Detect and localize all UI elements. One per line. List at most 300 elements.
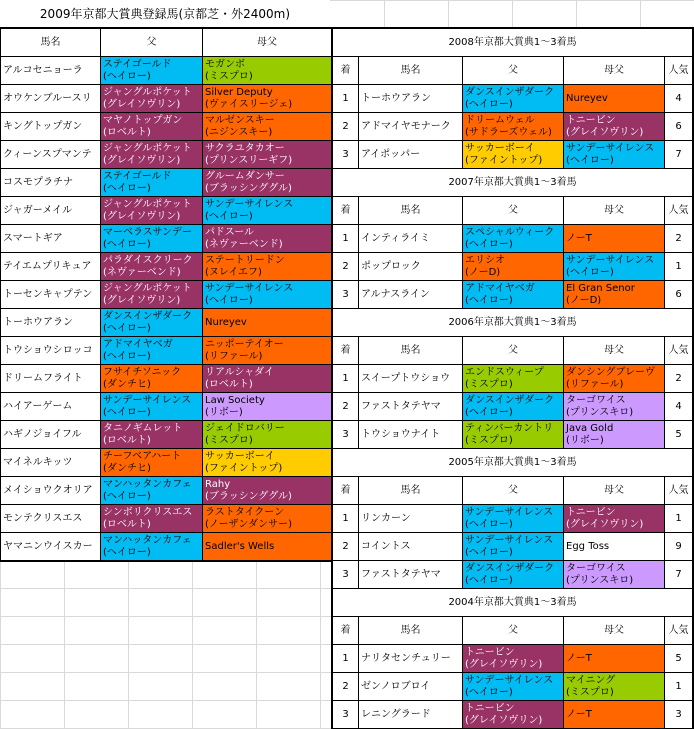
table-row <box>1 365 332 393</box>
dam-sire-cell <box>564 533 665 561</box>
horse-name-line: サンデーサイレンス <box>205 198 294 210</box>
dam-sire-cell <box>564 673 665 701</box>
dam-sire-cell <box>203 225 332 253</box>
lineage-line: (ロベルト) <box>103 518 151 530</box>
popularity: 7 <box>665 561 693 589</box>
table-row <box>1 141 332 169</box>
header-horse-name: 馬名 <box>359 617 463 645</box>
lineage-line: (ファイントップ) <box>465 154 543 166</box>
finish-rank: 2 <box>333 113 359 141</box>
horse-name-line: リアルシャダイ <box>205 366 274 378</box>
sire-cell <box>101 477 203 505</box>
horse-name-line: ダンスインザダーク <box>465 562 555 574</box>
horse-name: リンカーン <box>359 505 463 533</box>
lineage-line: (グレイソヴリン) <box>465 714 543 726</box>
dam-sire-cell <box>564 253 665 281</box>
sire-cell <box>463 141 564 169</box>
horse-name-line: パラダイスクリーク <box>103 254 193 266</box>
finish-rank: 1 <box>333 225 359 253</box>
lineage-line: (ヘイロー) <box>465 546 513 558</box>
lineage-line: (ミスプロ) <box>205 70 253 82</box>
horse-name-line: タニノギムレット <box>103 422 183 434</box>
dam-sire-cell <box>203 281 332 309</box>
sire-cell <box>101 533 203 561</box>
sire-cell <box>101 421 203 449</box>
horse-name-line: スペシャルウィーク <box>465 226 555 238</box>
horse-name: コイントス <box>359 533 463 561</box>
sire-cell <box>463 113 564 141</box>
results-table <box>332 28 693 729</box>
lineage-line: (ヘイロー) <box>465 686 513 698</box>
horse-name: アルコセニョーラ <box>1 57 101 85</box>
lineage-line: (ミスプロ) <box>465 434 513 446</box>
sire-cell <box>101 309 203 337</box>
table-row <box>1 57 332 85</box>
horse-name-line: ステイゴールド <box>103 58 172 70</box>
lineage-line: (ロベルト) <box>103 434 151 446</box>
entries-header-row <box>1 29 332 57</box>
header-horse-name: 馬名 <box>359 477 463 505</box>
horse-name-line: シンボリクリスエス <box>103 506 193 518</box>
horse-name: トーセンキャプテン <box>1 281 101 309</box>
table-row <box>1 309 332 337</box>
lineage-line: (ロベルト) <box>205 378 253 390</box>
horse-name-line: ステートリードン <box>205 254 285 266</box>
horse-name-line: サンデーサイレンス <box>465 534 554 546</box>
horse-name-line: アドマイヤベガ <box>103 338 173 350</box>
horse-name-line: ニッポーテイオー <box>205 338 284 350</box>
header-sire: 父 <box>101 29 203 57</box>
sire-cell <box>463 701 564 729</box>
horse-name-line: マンハッタンカフェ <box>103 534 192 546</box>
lineage-line: (グレイソヴリン) <box>103 98 181 110</box>
popularity: 1 <box>665 253 693 281</box>
horse-name-line: サンデーサイレンス <box>465 674 554 686</box>
lineage-line: (ヘイロー) <box>103 350 151 362</box>
sire-cell <box>463 365 564 393</box>
lineage-line: (ダンチヒ) <box>103 378 151 390</box>
table-row <box>333 85 693 113</box>
horse-name-line: ダンスインザダーク <box>465 86 555 98</box>
lineage-line: (ヘイロー) <box>103 238 151 250</box>
horse-name-line: ステイゴールド <box>103 170 172 182</box>
lineage-line: (プリンスリーギフ) <box>205 154 293 166</box>
horse-name-line: ティンバーカントリ <box>465 422 554 434</box>
horse-name: ファストタテヤマ <box>359 393 463 421</box>
dam-sire-cell <box>203 197 332 225</box>
header-dam-sire: 母父 <box>564 337 665 365</box>
header-horse-name: 馬名 <box>359 57 463 85</box>
table-row <box>1 449 332 477</box>
horse-name-line: ダンスインザダーク <box>103 310 193 322</box>
horse-name: ファストタテヤマ <box>359 561 463 589</box>
table-row <box>333 141 693 169</box>
header-dam-sire: 母父 <box>564 197 665 225</box>
table-row <box>1 253 332 281</box>
lineage-line: (プリンスキロ) <box>566 574 634 586</box>
year-title: 2006年京都大賞典1〜3着馬 <box>333 309 693 337</box>
dam-sire-cell <box>564 365 665 393</box>
finish-rank: 2 <box>333 673 359 701</box>
horse-name-line: Silver Deputy <box>205 86 273 98</box>
dam-sire-cell <box>564 505 665 533</box>
horse-name: モンテクリスエス <box>1 505 101 533</box>
dam-sire-cell <box>203 505 332 533</box>
popularity: 4 <box>665 393 693 421</box>
sire-cell <box>101 141 203 169</box>
dam-sire-cell <box>564 393 665 421</box>
lineage-line: (ヘイロー) <box>566 154 614 166</box>
horse-name-line: ラストタイクーン <box>205 506 285 518</box>
horse-name-line: アドマイヤベガ <box>465 282 535 294</box>
sire-cell <box>101 85 203 113</box>
horse-name: オウケンブルースリ <box>1 85 101 113</box>
lineage-line: (サドラーズウェル) <box>465 126 552 138</box>
horse-name-line: パドスール <box>205 226 254 238</box>
lineage-line: (ヘイロー) <box>465 98 513 110</box>
header-sire: 父 <box>463 617 564 645</box>
horse-name: クィーンスプマンテ <box>1 141 101 169</box>
table-row <box>1 505 332 533</box>
header-popularity: 人気 <box>665 617 693 645</box>
dam-sire-cell <box>203 533 332 561</box>
horse-name-line: フサイチソニック <box>103 366 182 378</box>
year-title: 2005年京都大賞典1〜3着馬 <box>333 449 693 477</box>
horse-name: ポップロック <box>359 253 463 281</box>
popularity: 2 <box>665 365 693 393</box>
lineage-line: (リボー) <box>205 406 243 418</box>
horse-name-line: Sadler's Wells <box>205 540 275 552</box>
horse-name-line: ジャングルポケット <box>103 86 192 98</box>
lineage-line: (ヘイロー) <box>566 266 614 278</box>
lineage-line: (ミスプロ) <box>205 434 253 446</box>
horse-name-line: サッカーボーイ <box>465 142 535 154</box>
sire-cell <box>101 365 203 393</box>
horse-name-line: サッカーボーイ <box>205 450 275 462</box>
sire-cell <box>463 85 564 113</box>
horse-name: ナリタセンチュリー <box>359 645 463 673</box>
table-row <box>333 421 693 449</box>
dam-sire-cell <box>203 449 332 477</box>
horse-name: メイショウクオリア <box>1 477 101 505</box>
results-header-row <box>333 337 693 365</box>
horse-name-line: ノーT <box>566 708 592 720</box>
table-row <box>333 393 693 421</box>
table-row <box>1 197 332 225</box>
horse-name: レニングラード <box>359 701 463 729</box>
table-row <box>1 113 332 141</box>
finish-rank: 3 <box>333 281 359 309</box>
dam-sire-cell <box>564 701 665 729</box>
sire-cell <box>463 561 564 589</box>
table-row <box>333 253 693 281</box>
lineage-line: (ノーD) <box>465 266 501 278</box>
horse-name: トウショウシロッコ <box>1 337 101 365</box>
horse-name-line: エンドスウィープ <box>465 366 544 378</box>
table-row <box>333 505 693 533</box>
horse-name-line: ジャングルポケット <box>103 142 192 154</box>
year-title: 2008年京都大賞典1〜3着馬 <box>333 29 693 57</box>
sire-cell <box>101 505 203 533</box>
horse-name-line: ノーT <box>566 652 592 664</box>
lineage-line: (ヘイロー) <box>103 406 151 418</box>
table-row <box>1 281 332 309</box>
horse-name-line: ターゴワイス <box>566 394 626 406</box>
table-row <box>333 281 693 309</box>
lineage-line: (ネヴァーベンド) <box>103 266 181 278</box>
popularity: 7 <box>665 141 693 169</box>
table-row <box>1 169 332 197</box>
table-row <box>1 225 332 253</box>
sire-cell <box>463 645 564 673</box>
horse-name: コスモプラチナ <box>1 169 101 197</box>
sire-cell <box>101 449 203 477</box>
header-horse-name: 馬名 <box>1 29 101 57</box>
dam-sire-cell <box>564 281 665 309</box>
horse-name-line: Java Gold <box>566 422 614 434</box>
year-title-row <box>333 589 693 617</box>
lineage-line: (ヘイロー) <box>103 322 151 334</box>
year-title: 2007年京都大賞典1〜3着馬 <box>333 169 693 197</box>
sire-cell <box>463 421 564 449</box>
horse-name-line: サンデーサイレンス <box>566 142 655 154</box>
popularity: 5 <box>665 421 693 449</box>
header-rank: 着 <box>333 197 359 225</box>
popularity: 3 <box>665 701 693 729</box>
horse-name-line: ジャングルポケット <box>103 282 192 294</box>
dam-sire-cell <box>564 561 665 589</box>
horse-name-line: モガンボ <box>205 58 245 70</box>
header-dam-sire: 母父 <box>564 617 665 645</box>
popularity: 4 <box>665 85 693 113</box>
header-popularity: 人気 <box>665 477 693 505</box>
sire-cell <box>101 113 203 141</box>
horse-name: トーホウアラン <box>359 85 463 113</box>
sire-cell <box>463 253 564 281</box>
table-row <box>333 645 693 673</box>
header-rank: 着 <box>333 477 359 505</box>
header-popularity: 人気 <box>665 337 693 365</box>
table-row <box>1 533 332 561</box>
finish-rank: 1 <box>333 85 359 113</box>
sire-cell <box>463 225 564 253</box>
horse-name-line: トニービン <box>566 114 616 126</box>
horse-name: インティライミ <box>359 225 463 253</box>
horse-name-line: トニービン <box>465 702 515 714</box>
horse-name-line: サンデーサイレンス <box>465 506 554 518</box>
dam-sire-cell <box>203 57 332 85</box>
dam-sire-cell <box>203 365 332 393</box>
horse-name: キングトップガン <box>1 113 101 141</box>
header-sire: 父 <box>463 197 564 225</box>
sire-cell <box>101 281 203 309</box>
lineage-line: (ロベルト) <box>103 126 151 138</box>
lineage-line: (ネヴァーベンド) <box>205 238 283 250</box>
horse-name: ヤマニンウイスカー <box>1 533 101 561</box>
results-header-row <box>333 197 693 225</box>
dam-sire-cell <box>203 337 332 365</box>
lineage-line: (ヘイロー) <box>465 238 513 250</box>
table-row <box>1 477 332 505</box>
popularity: 2 <box>665 225 693 253</box>
popularity: 6 <box>665 113 693 141</box>
dam-sire-cell <box>564 141 665 169</box>
year-title-row <box>333 309 693 337</box>
horse-name-line: グルームダンサー <box>205 170 285 182</box>
horse-name-line: マイニング <box>566 674 616 686</box>
horse-name: スイープトウショウ <box>359 365 463 393</box>
header-horse-name: 馬名 <box>359 337 463 365</box>
table-row <box>333 561 693 589</box>
horse-name-line: マヤノトップガン <box>103 114 183 126</box>
popularity: 1 <box>665 673 693 701</box>
sire-cell <box>101 197 203 225</box>
lineage-line: (ヘイロー) <box>465 294 513 306</box>
results-header-row <box>333 477 693 505</box>
dam-sire-cell <box>203 141 332 169</box>
finish-rank: 1 <box>333 365 359 393</box>
sire-cell <box>463 505 564 533</box>
lineage-line: (ヘイロー) <box>205 294 253 306</box>
horse-name: ハギノジョイフル <box>1 421 101 449</box>
popularity: 6 <box>665 281 693 309</box>
lineage-line: (グレイソヴリン) <box>566 518 644 530</box>
horse-name: トウショウナイト <box>359 421 463 449</box>
sire-cell <box>101 337 203 365</box>
horse-name: マイネルキッツ <box>1 449 101 477</box>
dam-sire-cell <box>203 169 332 197</box>
sire-cell <box>101 253 203 281</box>
horse-name-line: ノーT <box>566 232 592 244</box>
year-title-row <box>333 169 693 197</box>
horse-name-line: ダンスインザダーク <box>465 394 555 406</box>
horse-name: アルナスライン <box>359 281 463 309</box>
lineage-line: (グレイソヴリン) <box>103 210 181 222</box>
table-row <box>333 113 693 141</box>
sire-cell <box>463 393 564 421</box>
horse-name-line: トニービン <box>465 646 515 658</box>
header-dam-sire: 母父 <box>564 477 665 505</box>
table-row <box>333 673 693 701</box>
horse-name-line: ダンシングブレーヴ <box>566 366 655 378</box>
lineage-line: (ノーザンダンサー) <box>205 518 293 530</box>
horse-name: ドリームフライト <box>1 365 101 393</box>
horse-name-line: Law Society <box>205 394 265 406</box>
dam-sire-cell <box>203 253 332 281</box>
header-popularity: 人気 <box>665 57 693 85</box>
horse-name-line: ターゴワイス <box>566 562 626 574</box>
lineage-line: (ミスプロ) <box>566 686 614 698</box>
header-horse-name: 馬名 <box>359 197 463 225</box>
finish-rank: 1 <box>333 505 359 533</box>
lineage-line: (プリンスキロ) <box>566 406 634 418</box>
horse-name: ハイアーゲーム <box>1 393 101 421</box>
horse-name-line: サンデーサイレンス <box>103 394 192 406</box>
lineage-line: (ノーD) <box>566 294 602 306</box>
table-row <box>1 393 332 421</box>
dam-sire-cell <box>564 85 665 113</box>
header-sire: 父 <box>463 477 564 505</box>
lineage-line: (ミスプロ) <box>465 378 513 390</box>
horse-name-line: マーベラスサンデー <box>103 226 192 238</box>
lineage-line: (ファイントップ) <box>205 462 283 474</box>
popularity: 1 <box>665 505 693 533</box>
finish-rank: 3 <box>333 141 359 169</box>
lineage-line: (ヘイロー) <box>103 182 151 194</box>
year-title-row <box>333 29 693 57</box>
horse-name-line: マルゼンスキー <box>205 114 275 126</box>
horse-name-line: サンデーサイレンス <box>205 282 294 294</box>
horse-name-line: チーフベアハート <box>103 450 182 462</box>
dam-sire-cell <box>564 225 665 253</box>
table-row <box>333 533 693 561</box>
table-row <box>1 85 332 113</box>
header-sire: 父 <box>463 57 564 85</box>
horse-name-line: El Gran Senor <box>566 282 635 294</box>
dam-sire-cell <box>203 421 332 449</box>
dam-sire-cell <box>203 113 332 141</box>
finish-rank: 2 <box>333 253 359 281</box>
dam-sire-cell <box>203 309 332 337</box>
header-dam-sire: 母父 <box>564 57 665 85</box>
lineage-line: (ヘイロー) <box>465 406 513 418</box>
horse-name-line: ジャングルポケット <box>103 198 192 210</box>
lineage-line: (ヴァイスリージェ) <box>205 98 293 110</box>
lineage-line: (ヘイロー) <box>205 210 253 222</box>
horse-name-line: Nureyev <box>566 92 608 104</box>
dam-sire-cell <box>564 113 665 141</box>
sire-cell <box>463 673 564 701</box>
lineage-line: (ブラッシンググル) <box>205 490 292 502</box>
lineage-line: (ヘイロー) <box>103 70 151 82</box>
lineage-line: (ヘイロー) <box>465 574 513 586</box>
horse-name: スマートギア <box>1 225 101 253</box>
horse-name: ジャガーメイル <box>1 197 101 225</box>
horse-name-line: マンハッタンカフェ <box>103 478 192 490</box>
lineage-line: (グレイソヴリン) <box>465 658 543 670</box>
header-sire: 父 <box>463 337 564 365</box>
horse-name-line: ジェイドロバリー <box>205 422 285 434</box>
entries-table <box>0 28 332 561</box>
sire-cell <box>101 57 203 85</box>
dam-sire-cell <box>203 393 332 421</box>
finish-rank: 2 <box>333 533 359 561</box>
lineage-line: (リファール) <box>205 350 263 362</box>
lineage-line: (ヘイロー) <box>465 518 513 530</box>
finish-rank: 2 <box>333 393 359 421</box>
header-rank: 着 <box>333 337 359 365</box>
header-rank: 着 <box>333 57 359 85</box>
popularity: 5 <box>665 645 693 673</box>
results-header-row <box>333 617 693 645</box>
horse-name: アイポッパー <box>359 141 463 169</box>
horse-name: トーホウアラン <box>1 309 101 337</box>
lineage-line: (ヘイロー) <box>103 546 151 558</box>
horse-name: テイエムプリキュア <box>1 253 101 281</box>
page-title: 2009年京都大賞典登録馬(京都芝・外2400m) <box>0 0 330 28</box>
horse-name: ゼンノロブロイ <box>359 673 463 701</box>
year-title: 2004年京都大賞典1〜3着馬 <box>333 589 693 617</box>
dam-sire-cell <box>564 645 665 673</box>
lineage-line: (ヌレイエフ) <box>205 266 262 278</box>
table-row <box>1 421 332 449</box>
horse-name-line: Egg Toss <box>566 540 610 552</box>
results-header-row <box>333 57 693 85</box>
finish-rank: 3 <box>333 421 359 449</box>
horse-name-line: エリシオ <box>465 254 505 266</box>
lineage-line: (ニジンスキー) <box>205 126 273 138</box>
lineage-line: (グレイソヴリン) <box>103 294 181 306</box>
